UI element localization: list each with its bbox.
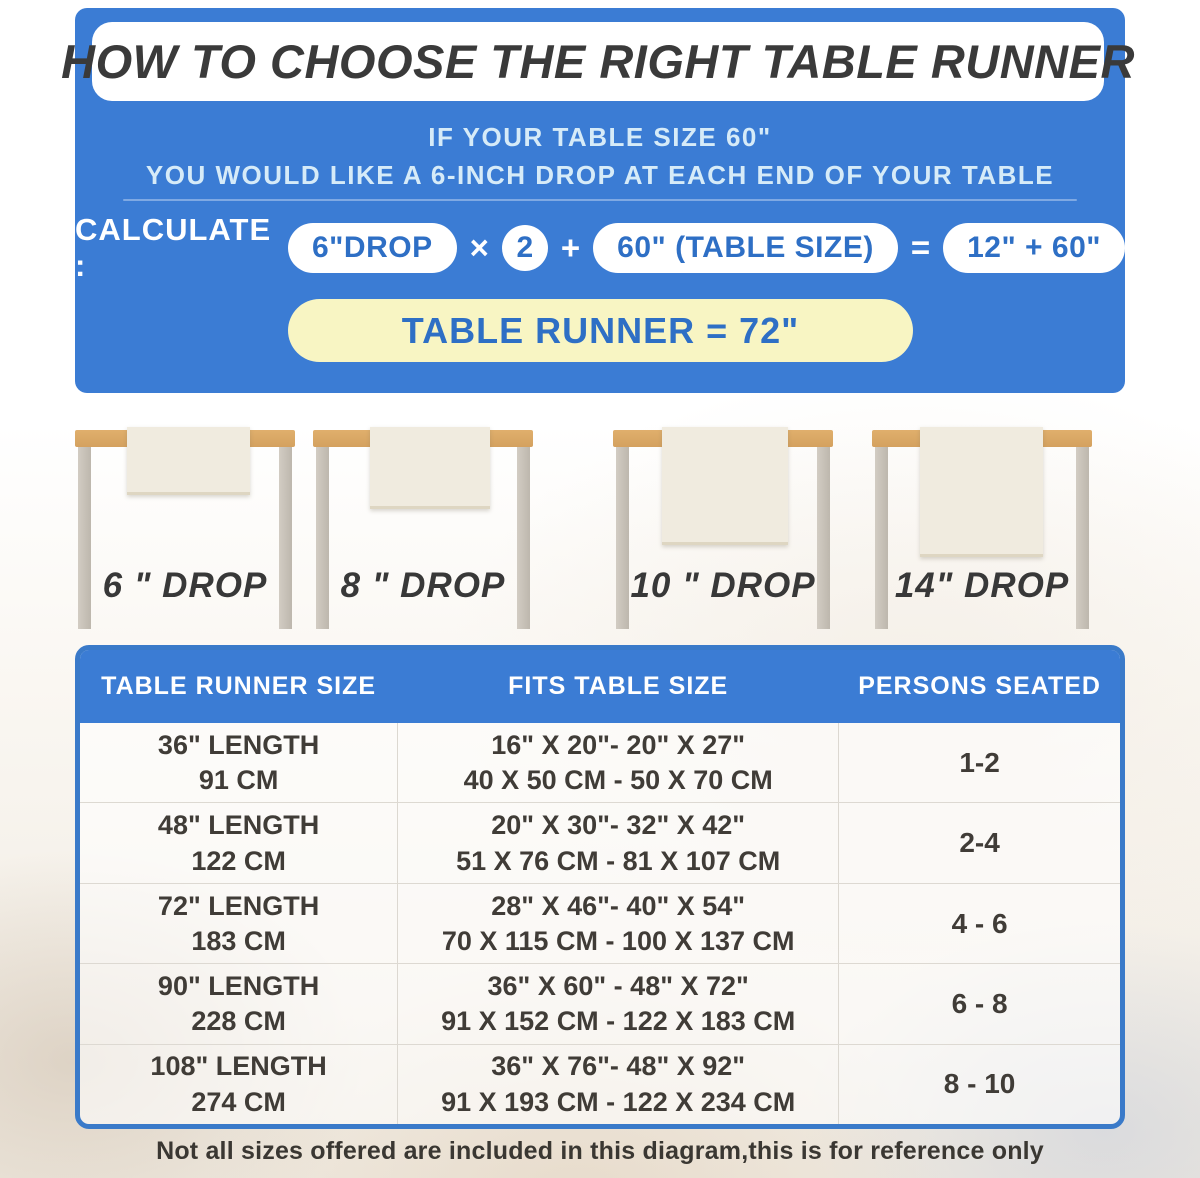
size-inches: 48" LENGTH bbox=[157, 810, 320, 841]
runner-cloth bbox=[127, 427, 250, 495]
runner-size-cell bbox=[80, 723, 397, 802]
column-header: TABLE RUNNER SIZE bbox=[101, 672, 377, 700]
fits-table-cell bbox=[397, 723, 839, 802]
drop-figure-6 bbox=[75, 430, 295, 635]
hero-divider bbox=[123, 199, 1077, 201]
fits-table-cell bbox=[397, 884, 839, 963]
drop-value-pill: 6"DROP bbox=[288, 223, 457, 273]
fits-inches: 20" X 30"- 32" X 42" bbox=[491, 810, 746, 841]
plus-sign: + bbox=[560, 229, 581, 266]
fits-cm: 91 X 152 CM - 122 X 183 CM bbox=[441, 1006, 796, 1037]
drop-figure-8 bbox=[313, 430, 533, 635]
fits-table-cell bbox=[397, 803, 839, 882]
size-inches: 108" LENGTH bbox=[150, 1051, 327, 1082]
runner-size-cell bbox=[80, 884, 397, 963]
subtitle-line-2: YOU WOULD LIKE A 6-INCH DROP AT EACH END OF YOUR TABLE bbox=[145, 160, 1055, 190]
persons-count: 2-4 bbox=[959, 827, 1000, 859]
drop-figure-14 bbox=[872, 430, 1092, 635]
size-cm: 228 CM bbox=[191, 1006, 286, 1037]
fits-cm: 70 X 115 CM - 100 X 137 CM bbox=[441, 926, 795, 957]
page-title: HOW TO CHOOSE THE RIGHT TABLE RUNNER bbox=[61, 35, 1135, 88]
persons-count: 4 - 6 bbox=[951, 907, 1008, 939]
table-row bbox=[80, 963, 1120, 1043]
runner-cloth bbox=[370, 427, 490, 509]
table-row bbox=[80, 802, 1120, 882]
fits-inches: 36" X 76"- 48" X 92" bbox=[491, 1051, 746, 1082]
persons-cell bbox=[839, 884, 1120, 963]
fits-inches: 28" X 46"- 40" X 54" bbox=[491, 890, 746, 921]
result-banner: TABLE RUNNER = 72" bbox=[288, 299, 913, 362]
fits-table-cell bbox=[397, 1045, 839, 1124]
drop-figure-10 bbox=[613, 430, 833, 635]
title-box bbox=[61, 22, 1135, 101]
footer-disclaimer: Not all sizes offered are included in this diagram,this is for reference only bbox=[156, 1137, 1044, 1165]
multiplier-circle: 2 bbox=[502, 225, 548, 271]
drop-label: 8 " DROP bbox=[340, 566, 506, 605]
calculation-row bbox=[75, 212, 1125, 283]
table-row bbox=[80, 883, 1120, 963]
drop-label: 14" DROP bbox=[894, 566, 1070, 605]
fits-cm: 91 X 193 CM - 122 X 234 CM bbox=[441, 1086, 796, 1117]
table-header-row bbox=[80, 650, 1120, 723]
persons-cell bbox=[839, 803, 1120, 882]
fits-cm: 51 X 76 CM - 81 X 107 CM bbox=[456, 845, 781, 876]
hero-panel bbox=[61, 8, 1135, 393]
persons-cell bbox=[839, 1045, 1120, 1124]
size-cm: 274 CM bbox=[191, 1086, 286, 1117]
persons-cell bbox=[839, 964, 1120, 1043]
drop-label: 10 " DROP bbox=[630, 566, 816, 605]
calculate-label: CALCULATE : bbox=[75, 212, 272, 283]
size-inches: 36" LENGTH bbox=[157, 729, 320, 760]
runner-cloth bbox=[662, 427, 788, 545]
runner-cloth bbox=[920, 427, 1043, 557]
runner-size-cell bbox=[80, 964, 397, 1043]
persons-cell bbox=[839, 723, 1120, 802]
table-body bbox=[80, 723, 1120, 1124]
sum-pill: 12" + 60" bbox=[943, 223, 1125, 273]
size-inches: 72" LENGTH bbox=[157, 890, 320, 921]
size-cm: 91 CM bbox=[198, 765, 279, 796]
size-inches: 90" LENGTH bbox=[157, 971, 320, 1002]
column-header: FITS TABLE SIZE bbox=[508, 672, 729, 700]
subtitle-line-1: IF YOUR TABLE SIZE 60" bbox=[428, 122, 772, 152]
size-cm: 122 CM bbox=[191, 845, 286, 876]
fits-inches: 16" X 20"- 20" X 27" bbox=[491, 729, 746, 760]
table-row bbox=[80, 723, 1120, 802]
persons-count: 6 - 8 bbox=[951, 987, 1008, 1019]
fits-inches: 36" X 60" - 48" X 72" bbox=[487, 971, 749, 1002]
multiply-sign: × bbox=[469, 229, 489, 266]
fits-table-cell bbox=[397, 964, 839, 1043]
runner-size-cell bbox=[80, 1045, 397, 1124]
equals-sign: = bbox=[910, 229, 931, 266]
table-size-pill: 60" (TABLE SIZE) bbox=[593, 223, 898, 273]
size-reference-table bbox=[75, 645, 1125, 1129]
runner-size-cell bbox=[80, 803, 397, 882]
persons-count: 8 - 10 bbox=[943, 1068, 1016, 1100]
persons-count: 1-2 bbox=[959, 746, 1000, 778]
size-cm: 183 CM bbox=[191, 926, 286, 957]
drop-label: 6 " DROP bbox=[102, 566, 268, 605]
table-row bbox=[80, 1044, 1120, 1124]
column-header: PERSONS SEATED bbox=[858, 672, 1101, 700]
fits-cm: 40 X 50 CM - 50 X 70 CM bbox=[463, 765, 773, 796]
